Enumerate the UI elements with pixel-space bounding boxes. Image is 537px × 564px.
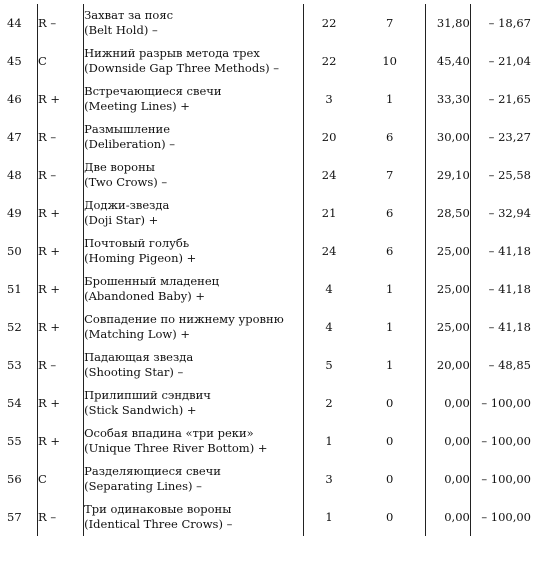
deviation-cell: – 100,00 — [470, 422, 531, 460]
table-row — [7, 118, 531, 156]
row-number-cell: 45 — [7, 53, 22, 68]
table-row — [7, 498, 531, 536]
percent-cell: 30,00 — [425, 118, 470, 156]
row-number-cell: 46 — [7, 91, 22, 106]
pattern-name-russian: Две вороны — [84, 160, 155, 174]
occurrences-cell: 4 — [303, 270, 355, 308]
percent-cell: 25,00 — [425, 232, 470, 270]
pattern-name-english: (Downside Gap Three Methods) – — [84, 61, 279, 75]
table-row — [7, 346, 531, 384]
row-number-cell: 53 — [7, 357, 22, 372]
percent-cell: 28,50 — [425, 194, 470, 232]
pattern-name-cell — [84, 346, 303, 384]
table-row — [7, 156, 531, 194]
occurrences-cell: 1 — [303, 498, 355, 536]
percent-cell: 20,00 — [425, 346, 470, 384]
successes-cell: 7 — [386, 15, 394, 30]
signal-type-cell: C — [38, 42, 84, 80]
occurrences-cell: 1 — [303, 422, 355, 460]
row-number-cell: 49 — [7, 205, 22, 220]
occurrences-cell: 21 — [303, 194, 355, 232]
row-number-cell: 52 — [7, 319, 22, 334]
table-row — [7, 270, 531, 308]
pattern-name-russian: Встречающиеся свечи — [84, 84, 222, 98]
pattern-name-cell — [84, 118, 303, 156]
table-row — [7, 42, 531, 80]
pattern-name-russian: Захват за пояс — [84, 8, 174, 22]
signal-type-cell: R + — [38, 232, 84, 270]
occurrences-cell: 2 — [303, 384, 355, 422]
pattern-name-cell — [84, 80, 303, 118]
pattern-name-cell — [84, 194, 303, 232]
pattern-name-cell — [84, 4, 303, 42]
pattern-name-russian: Совпадение по нижнему уровню — [84, 312, 284, 326]
pattern-name-russian: Разделяющиеся свечи — [84, 464, 221, 478]
signal-type-cell: R – — [38, 498, 84, 536]
deviation-cell: – 100,00 — [470, 498, 531, 536]
successes-cell: 0 — [386, 471, 394, 486]
table-row — [7, 422, 531, 460]
occurrences-cell: 20 — [303, 118, 355, 156]
pattern-name-english: (Identical Three Crows) – — [84, 517, 233, 531]
pattern-name-english: (Two Crows) – — [84, 175, 168, 189]
signal-type-cell: R – — [38, 346, 84, 384]
deviation-cell: – 48,85 — [470, 346, 531, 384]
successes-cell: 0 — [386, 433, 394, 448]
table-row — [7, 384, 531, 422]
occurrences-cell: 24 — [303, 232, 355, 270]
table-row — [7, 460, 531, 498]
row-number-cell: 57 — [7, 509, 22, 524]
pattern-name-russian: Три одинаковые вороны — [84, 502, 232, 516]
deviation-cell: – 25,58 — [470, 156, 531, 194]
successes-cell: 7 — [386, 167, 394, 182]
signal-type-cell: C — [38, 460, 84, 498]
signal-type-cell: R + — [38, 80, 84, 118]
pattern-name-english: (Meeting Lines) + — [84, 99, 190, 113]
pattern-name-cell — [84, 156, 303, 194]
signal-type-cell: R – — [38, 118, 84, 156]
pattern-name-russian: Падающая звезда — [84, 350, 194, 364]
percent-cell: 33,30 — [425, 80, 470, 118]
pattern-name-english: (Deliberation) – — [84, 137, 176, 151]
signal-type-cell: R + — [38, 308, 84, 346]
deviation-cell: – 23,27 — [470, 118, 531, 156]
deviation-cell: – 21,65 — [470, 80, 531, 118]
candlestick-pattern-table — [7, 4, 531, 536]
signal-type-cell: R + — [38, 384, 84, 422]
deviation-cell: – 100,00 — [470, 460, 531, 498]
deviation-cell: – 41,18 — [470, 308, 531, 346]
pattern-name-english: (Stick Sandwich) + — [84, 403, 197, 417]
percent-cell: 45,40 — [425, 42, 470, 80]
successes-cell: 6 — [386, 243, 394, 258]
pattern-name-cell — [84, 422, 303, 460]
deviation-cell: – 21,04 — [470, 42, 531, 80]
table-row — [7, 194, 531, 232]
pattern-name-english: (Shooting Star) – — [84, 365, 184, 379]
successes-cell: 0 — [386, 509, 394, 524]
successes-cell: 1 — [386, 91, 394, 106]
percent-cell: 0,00 — [425, 498, 470, 536]
table-row — [7, 80, 531, 118]
percent-cell: 25,00 — [425, 308, 470, 346]
pattern-name-russian: Брошенный младенец — [84, 274, 220, 288]
signal-type-cell: R – — [38, 156, 84, 194]
percent-cell: 31,80 — [425, 4, 470, 42]
row-number-cell: 44 — [7, 15, 22, 30]
occurrences-cell: 22 — [303, 42, 355, 80]
occurrences-cell: 3 — [303, 80, 355, 118]
row-number-cell: 54 — [7, 395, 22, 410]
pattern-name-cell — [84, 308, 303, 346]
row-number-cell: 55 — [7, 433, 22, 448]
table-row — [7, 4, 531, 42]
successes-cell: 1 — [386, 357, 394, 372]
row-number-cell: 48 — [7, 167, 22, 182]
row-number-cell: 51 — [7, 281, 22, 296]
percent-cell: 0,00 — [425, 384, 470, 422]
pattern-name-english: (Doji Star) + — [84, 213, 159, 227]
successes-cell: 0 — [386, 395, 394, 410]
occurrences-cell: 24 — [303, 156, 355, 194]
pattern-name-russian: Почтовый голубь — [84, 236, 190, 250]
occurrences-cell: 4 — [303, 308, 355, 346]
signal-type-cell: R – — [38, 4, 84, 42]
deviation-cell: – 32,94 — [470, 194, 531, 232]
pattern-name-russian: Нижний разрыв метода трех — [84, 46, 260, 60]
successes-cell: 10 — [382, 53, 397, 68]
table-row — [7, 308, 531, 346]
pattern-name-english: (Separating Lines) – — [84, 479, 202, 493]
pattern-name-cell — [84, 460, 303, 498]
pattern-name-english: (Matching Low) + — [84, 327, 190, 341]
pattern-name-russian: Доджи-звезда — [84, 198, 170, 212]
row-number-cell: 47 — [7, 129, 22, 144]
deviation-cell: – 100,00 — [470, 384, 531, 422]
row-number-cell: 50 — [7, 243, 22, 258]
pattern-name-russian: Особая впадина «три реки» — [84, 426, 254, 440]
percent-cell: 29,10 — [425, 156, 470, 194]
row-number-cell: 56 — [7, 471, 22, 486]
pattern-name-cell — [84, 498, 303, 536]
table-body — [7, 4, 531, 536]
pattern-name-cell — [84, 384, 303, 422]
pattern-name-english: (Belt Hold) – — [84, 23, 158, 37]
occurrences-cell: 5 — [303, 346, 355, 384]
deviation-cell: – 41,18 — [470, 270, 531, 308]
successes-cell: 1 — [386, 319, 394, 334]
pattern-name-english: (Homing Pigeon) + — [84, 251, 197, 265]
pattern-name-russian: Размышление — [84, 122, 171, 136]
pattern-name-english: (Unique Three River Bottom) + — [84, 441, 268, 455]
occurrences-cell: 22 — [303, 4, 355, 42]
signal-type-cell: R + — [38, 422, 84, 460]
pattern-name-cell — [84, 42, 303, 80]
successes-cell: 6 — [386, 129, 394, 144]
table-row — [7, 232, 531, 270]
percent-cell: 0,00 — [425, 422, 470, 460]
signal-type-cell: R + — [38, 270, 84, 308]
pattern-name-cell — [84, 232, 303, 270]
percent-cell: 0,00 — [425, 460, 470, 498]
successes-cell: 1 — [386, 281, 394, 296]
deviation-cell: – 18,67 — [470, 4, 531, 42]
pattern-name-english: (Abandoned Baby) + — [84, 289, 205, 303]
pattern-name-cell — [84, 270, 303, 308]
percent-cell: 25,00 — [425, 270, 470, 308]
deviation-cell: – 41,18 — [470, 232, 531, 270]
pattern-name-russian: Прилипший сэндвич — [84, 388, 211, 402]
occurrences-cell: 3 — [303, 460, 355, 498]
successes-cell: 6 — [386, 205, 394, 220]
signal-type-cell: R + — [38, 194, 84, 232]
